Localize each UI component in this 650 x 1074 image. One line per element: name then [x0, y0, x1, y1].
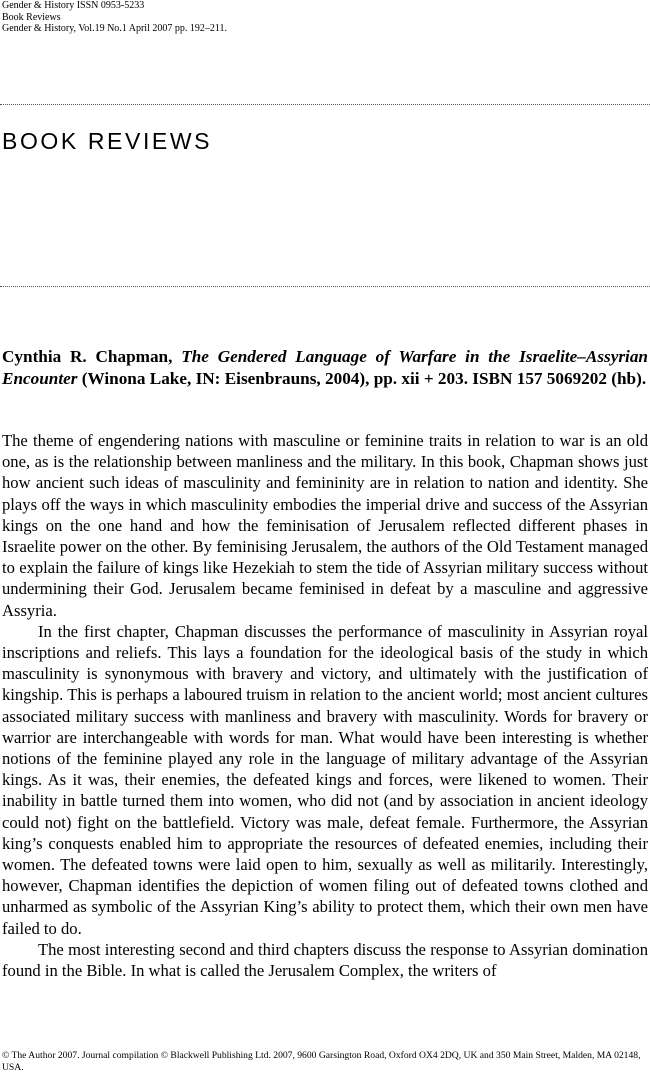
paragraph: In the first chapter, Chapman discusses the performance of masculinity in Assyrian royal inscriptions and reliefs. This lays a foundation for the ideological basis of the study in which masculinity is synonymous with bravery and victory, and ultimately with the justification of kingship. This is perhaps a laboured truism in relation to the ancient world; most ancient cultures associated military success with manliness and bravery with masculinity. Words for bravery or warrior are interchangeable with words for man. What would have been interesting is whether notions of the feminine played any role in the language of military advantage of the Assyrian kings. As it was, their enemies, the defeated kings and forces, were likened to women. Their inability in battle turned them into women, who did not (and by association in ancient ideology could not) fight on the battlefield. Victory was male, defeat female. Furthermore, the Assyrian king’s conquests enabled him to appropriate the resources of defeated enemies, including their women. The defeated towns were laid open to him, sexually as well as militarily. Interestingly, however, Chapman identifies the depiction of women filing out of defeated towns clothed and unharmed as symbolic of the Assyrian King’s ability to protect them, which their own men have failed to do.: [2, 621, 648, 938]
issue-citation: Gender & History, Vol.19 No.1 April 2007 pp. 192–211.: [2, 23, 227, 34]
running-header: [2, 0, 227, 35]
review-citation: [2, 346, 648, 389]
publication-details: (Winona Lake, IN: Eisenbrauns, 2004), pp. xii + 203. ISBN 157 5069202 (hb).: [77, 368, 647, 388]
review-author: Cynthia R. Chapman,: [2, 347, 173, 366]
journal-issn: Gender & History ISSN 0953-5233: [2, 0, 145, 11]
book-title: The Gendered Language of Warfare in the Israelite–Assyrian Encounter: [2, 347, 648, 388]
section-name: Book Reviews: [2, 11, 61, 23]
copyright-footer: © The Author 2007. Journal compilation © Blackwell Publishing Ltd. 2007, 9600 Garsington Road, Oxford OX4 2DQ, UK and 350 Main Street, Malden, MA 02148, USA.: [2, 1050, 641, 1073]
bottom-divider: [0, 286, 650, 287]
paragraph: The theme of engendering nations with masculine or feminine traits in relation to war is an old one, as is the relationship between manliness and the military. In this book, Chapman shows just how ancient such ideas of masculinity and femininity are in relation to nation and identity. She plays off the ways in which masculinity embodies the imperial drive and success of the Assyrian kings on the one hand and how the feminisation of Jerusalem reflected different phases in Israelite power on the other. By feminising Jerusalem, the authors of the Old Testament managed to explain the failure of kings like Hezekiah to stem the tide of Assyrian military success without undermining their God. Jerusalem became feminised in defeat by a masculine and aggressive Assyria.: [2, 431, 648, 620]
review-body: [2, 430, 648, 981]
paragraph: The most interesting second and third chapters discuss the response to Assyrian domination found in the Bible. In what is called the Jerusalem Complex, the writers of: [2, 939, 648, 981]
section-title: BOOK REVIEWS: [2, 128, 213, 154]
top-divider: [0, 104, 650, 105]
